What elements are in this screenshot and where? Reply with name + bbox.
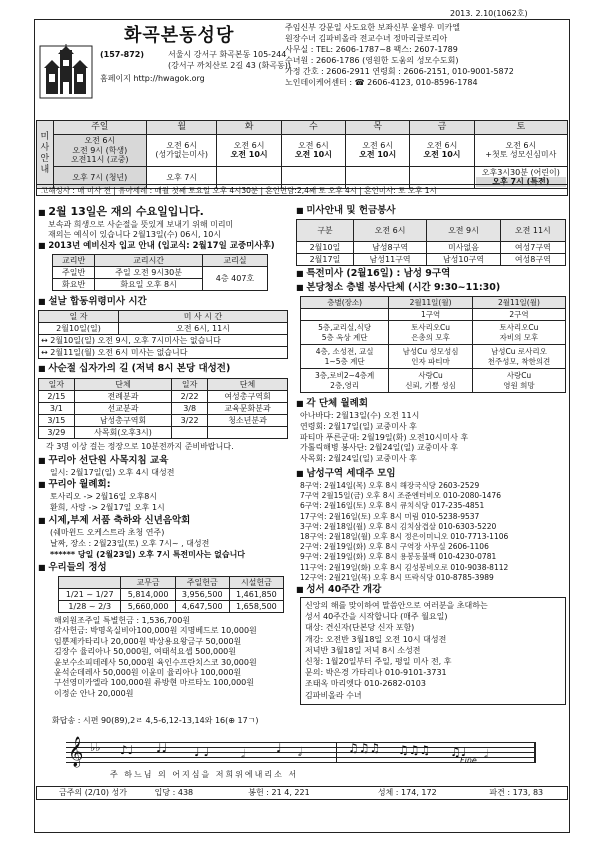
bible-line: 김파비올라 수녀: [305, 690, 362, 700]
group-meeting-line: 아나바다: 2월13일(수) 오전 11시: [300, 411, 420, 420]
treble-clef-icon: 𝄞: [68, 737, 84, 767]
catechumen-time: 주일 오전 9시30분: [95, 267, 203, 279]
music-note: ♫♫♫: [348, 741, 381, 755]
offering-cell: 1/21 ~ 1/27: [59, 589, 121, 601]
district-meeting-list: [300, 481, 508, 583]
lunar-date: 2월10일(일): [39, 323, 119, 335]
group-meetings-title: ■ 각 단체 월례회: [296, 398, 368, 409]
monday-evening-mass: 오후 7시: [146, 166, 217, 188]
offering-thanks: [54, 616, 257, 699]
sunday-mass: 오전 6시 오전 9시 (학생) 오전11시 (교중): [53, 135, 146, 167]
stations-cell: 교육문화분과: [208, 403, 288, 415]
offering-cell: 1,658,500: [229, 601, 283, 613]
music-note: ♫♫♫: [398, 743, 431, 757]
district-line: 11구역: 2월19일(화) 오후 8시 김성봉비오로 010-9038-8112: [300, 562, 509, 572]
day-header: 토: [474, 121, 567, 135]
church-address: 서울시 강서구 화곡본동 105-244: [168, 50, 287, 59]
day-header: 월: [146, 121, 217, 135]
friday-mass: 오전 6시 오전 10시: [410, 135, 474, 167]
offering-line: 해외원조주일 특별헌금 : 1,536,700원: [54, 616, 191, 625]
catechumen-title: ■ 2013년 예비신자 입교 안내 (입교식: 2월17일 교중미사후): [38, 241, 275, 251]
district-line: 3구역: 2월18일(월) 오후 8시 김치삼겹살 010-6303-5220: [300, 521, 497, 531]
catechumen-class: 주일반: [53, 267, 95, 279]
monday-mass: 오전 6시 (성가없는미사): [146, 135, 217, 167]
offering-line: 윤석순데레사 50,000원 이윤미 율리아나 100,000원: [54, 668, 242, 678]
music-note: ♩: [276, 741, 282, 755]
mass-guide-cell: 여성8구역: [500, 254, 565, 266]
wednesday-mass: 오전 6시 오전 10시: [281, 135, 345, 167]
offering-header: 주일헌금: [175, 577, 229, 589]
offering-cell: 4,647,500: [175, 601, 229, 613]
stations-cell: [208, 427, 288, 439]
catechumen-header: 교리시간: [95, 255, 203, 267]
staff-line: 수녀원 : 2606-1786 (영원한 도움의 성모수도회): [285, 56, 459, 66]
catechumen-table: [52, 254, 268, 291]
cleaning-cell: 토사리오Cu 자비의 모후: [472, 321, 565, 345]
issue-number: 2013. 2.10(1062호): [450, 9, 528, 18]
cleaning-cell: 토사리오Cu 은총의 모후: [389, 321, 473, 345]
district-meeting-title: ■ 남성구역 세대주 모임: [296, 468, 396, 479]
mass-guide-cell: 2월17일: [297, 254, 354, 266]
cleaning-cell: 5층,교리실,식당 5층 옥상 계단: [301, 321, 389, 345]
staff-line: 원장수녀 김파비올라 전교수녀 정마리글로리아: [285, 34, 448, 44]
district-line: 7구역 2월15일(금) 오후 8시 조준엔터비오 010-2080-1476: [300, 491, 501, 501]
stations-note: 각 3명 이상 걸는 정장으로 10분전까지 준비바랍니다.: [46, 442, 234, 451]
district-line: 8구역: 2월14일(목) 오후 8시 해장국식당 2603-2529: [300, 481, 480, 490]
flat-icon: ♭♭: [90, 741, 101, 754]
cleaning-cell: 3층,로비2~4층계 2층,영리: [301, 369, 389, 393]
stations-header: 일자: [172, 379, 208, 391]
curia-meeting-title: ■ 꾸리아 월례회:: [38, 479, 111, 490]
church-address-road: (강서구 까치산로 2길 43 (화곡동)): [168, 61, 291, 70]
sunday-evening-mass: 오후 7시 (청년): [53, 166, 146, 188]
cleaning-cell: 남성Cu 로사리오 천주성모, 착한의견: [472, 345, 565, 369]
concert-title: ■ 시제,부제 서품 축하와 신년음악회: [38, 515, 190, 526]
cleaning-header: 2월11일(월): [472, 297, 565, 309]
concert-line: (쉐마윈드 오케스트라 초청 연주): [50, 528, 165, 537]
staff-line: 가정 간호 : 2606-2911 연령회 : 2606-2151, 010-9001-5872: [285, 67, 514, 77]
footer-entrance: 입당 : 438: [154, 788, 194, 798]
offering-title: ■ 우리들의 정성: [38, 562, 107, 573]
mass-guide-header: 구분: [297, 220, 354, 242]
bible-study-title: ■ 성서 40주간 개강: [296, 584, 381, 595]
stations-cell: 3/22: [172, 415, 208, 427]
offering-header: [59, 577, 121, 589]
footer-dismissal: 파견 : 173, 83: [489, 788, 544, 798]
footer-offertory: 봉헌 : 21 4, 221: [248, 788, 310, 798]
bible-line: 대상: 견신자(단본당 신자 포함): [305, 623, 415, 633]
mass-guide-cell: 남성11구역: [353, 254, 426, 266]
stations-cell: 사목회(오후3시): [74, 427, 172, 439]
mass-guide-header: 오전 9시: [427, 220, 500, 242]
cleaning-cell: 사랑Cu 영원 희망: [472, 369, 565, 393]
cleaning-cell: 남성Cu 성모성심 인자 파티마: [389, 345, 473, 369]
offering-cell: 5,660,000: [121, 601, 175, 613]
mass-guide-cell: 미사없음: [427, 242, 500, 254]
catechumen-header: 교리실: [202, 255, 267, 267]
stations-cell: 3/8: [172, 403, 208, 415]
ash-wednesday-line: 재의는 예식이 있습니다 2월13일(수) 06시, 10시: [48, 230, 222, 239]
stations-cell: 전례분과: [74, 391, 172, 403]
district-line: 2구역: 2월19일(화) 오후 8시 구역장 사무실 2606-1106: [300, 542, 489, 552]
bible-line: 문의: 박은경 가타리나 010-9101-3731: [305, 668, 447, 678]
mass-schedule-table: [36, 120, 568, 189]
catechumen-class: 화요반: [53, 279, 95, 291]
lunar-newyear-table: [38, 310, 288, 359]
bible-line: 신앙의 해를 맞이하여 말씀안으로 여러분을 초대하는: [305, 601, 488, 610]
psalm-label: 화답송 : 시편 90(89),2ㄹ 4,5-6,12-13,14와 16(⊕ 17ㄱ): [52, 716, 259, 725]
day-header: 금: [410, 121, 474, 135]
stations-header: 일자: [39, 379, 75, 391]
stations-header: 단체: [208, 379, 288, 391]
stations-cell: 선교분과: [74, 403, 172, 415]
district-line: 18구역: 2월18일(월) 오후 8시 정은이미니오 010-7713-1106: [300, 532, 509, 542]
mass-guide-cell: 남성10구역: [427, 254, 500, 266]
offering-line: 감사헌금: 박명옥실비아100,000원 지명베드로 10,000원: [54, 626, 257, 636]
stations-cell: 3/15: [39, 415, 75, 427]
concert-line: 날짜, 장소 : 2월23일(토) 오후 7시~ , 대성전: [50, 539, 210, 548]
day-header: 목: [346, 121, 410, 135]
lunar-time: 오전 6시, 11시: [119, 323, 288, 335]
tuesday-mass: 오전 6시 오전 10시: [217, 135, 281, 167]
final-bar-line: [534, 742, 536, 762]
bible-line: 성서 40주간을 시작합니다 (매주 월요일): [305, 612, 448, 622]
district-line: 9구역: 2월19일(화) 오후 8시 용봉동불백 010-4230-0781: [300, 552, 497, 562]
cleaning-table: [300, 296, 566, 393]
curia-education-title: ■ 꾸리아 선단원 사목지침 교육: [38, 455, 168, 466]
lunar-header: 미 사 시 간: [119, 311, 288, 323]
mass-side-label: 미사안내: [37, 121, 54, 189]
church-zip: (157-872): [100, 50, 145, 59]
sacrament-info-line: 고해성사 : 매 미사 전 | 유아세례 : 매월 첫째 토요일 오후 4시30분 | 혼인면담:2,4째 토 오후 4시 | 혼인미사: 토 오후 1시: [36, 184, 568, 196]
church-logo: [38, 44, 94, 100]
music-note: ♪♩: [120, 743, 134, 757]
stations-cell: 2/22: [172, 391, 208, 403]
cleaning-header: 2월11일(월): [389, 297, 473, 309]
curia-meeting-line: 환희, 사랑 -> 2월17일 오후 1시: [50, 503, 165, 512]
bible-line: 조태옥 마리엣다 010-2682-0103: [305, 679, 426, 689]
offering-line: 이정순 안나 20,000원: [54, 688, 134, 698]
saturday-evening-mass: 오후3시30분 (어린이) 오후 7시 (특전): [474, 166, 567, 188]
thursday-mass: 오전 6시 오전 10시: [346, 135, 410, 167]
cleaning-sub: 1구역: [389, 309, 473, 321]
group-meetings-list: [300, 411, 468, 465]
footer-hymn-label: 금주의 (2/10) 성가: [59, 788, 127, 798]
stations-cell: [172, 427, 208, 439]
cleaning-cell: 4층, 소성전, 교실 1~5층 계단: [301, 345, 389, 369]
fine-label: Fine: [460, 756, 477, 765]
music-note: 𝅗𝅥: [241, 747, 245, 761]
music-note: ♫♩: [450, 745, 467, 759]
mass-guide-cell: 여성7구역: [500, 242, 565, 254]
stations-table: [38, 378, 288, 439]
lunar-header: 일 자: [39, 311, 119, 323]
mass-guide-header: 오전 6시: [353, 220, 426, 242]
stations-cell: 3/29: [39, 427, 75, 439]
day-header: 주일: [53, 121, 146, 135]
staff-line: 노인데이케어센터 : ☎ 2606-4123, 010-8596-1784: [285, 78, 478, 88]
offering-cell: 5,814,000: [121, 589, 175, 601]
stations-cell: 남성총구역회: [74, 415, 172, 427]
bible-line: 저녁반 3월18일 저녁 8시 소성전: [305, 645, 421, 655]
curia-education-line: 일시: 2월17일(일) 오후 4시 대성전: [50, 468, 175, 477]
offering-line: 임뿐제카타리나 20,000원 박상용요왕금구 50,000원: [54, 636, 242, 646]
offering-cell: 1/28 ~ 2/3: [59, 601, 121, 613]
music-note: 𝅗𝅥: [484, 747, 488, 761]
footer-communion: 성체 : 174, 172: [377, 788, 437, 798]
group-meeting-line: 가톨릭해병 봉사단: 2월24일(일) 교중미사 후: [300, 443, 459, 453]
concert-notice: ****** 당일 (2월23일) 오후 7시 특전미사는 없습니다: [50, 550, 246, 559]
bible-line: 개강: 오전반 3월18일 오전 10시 대성전: [305, 634, 447, 644]
district-line: 6구역: 2월16일(토) 오후 8시 큐치식당 017-235-4851: [300, 501, 485, 511]
ash-wednesday-title: ■ 2월 13일은 재의 수요일입니다.: [38, 205, 204, 218]
mass-guide-title: ■ 미사안내 및 헌금봉사: [296, 205, 396, 216]
lunar-note: ↔ 2월10일(일) 오전 9시, 오후 7시미사는 없습니다: [39, 335, 288, 347]
mass-guide-cell: 2월10일: [297, 242, 354, 254]
group-meeting-line: 파티마 푸른군대: 2월19일(화) 오전10시미사 후: [300, 432, 469, 442]
offering-line: 김장수 율리아나 50,000원, 여태석요셉 500,000원: [54, 647, 236, 657]
cleaning-header: 층별(장소): [301, 297, 389, 309]
cleaning-title: ■ 본당청소 층별 봉사단체 (시간 9:30~11:30): [296, 282, 500, 293]
catechumen-header: 교리반: [53, 255, 95, 267]
stations-cell: 3/1: [39, 403, 75, 415]
church-name: 화곡본동성당: [124, 25, 235, 46]
catechumen-time: 화요일 오후 8시: [95, 279, 203, 291]
stations-header: 단체: [74, 379, 172, 391]
psalm-lyric: 주 하느님 의 어지심을 저희위에내리소 서: [110, 770, 299, 779]
weekly-hymns-footer: [36, 786, 568, 800]
staff-line: [66, 742, 536, 743]
ash-wednesday-line: 보속과 희생으로 사순절을 뜻있게 보내기 위해 미리미: [48, 220, 234, 229]
district-line: 12구역: 2월21일(목) 오후 8시 뜨락식당 010-8785-3989: [300, 572, 494, 582]
stations-cell: 청소년분과: [208, 415, 288, 427]
offering-line: 윤보수소피데레사 50,000원 육인수프란치스코 30,000원: [54, 657, 257, 667]
staff-line: 사무실 : TEL: 2606-1787~8 팩스: 2607-1789: [285, 45, 458, 55]
day-header: 화: [217, 121, 281, 135]
saturday-mass: 오전 6시 +첫토 성모신심미사: [474, 135, 567, 167]
offering-table: [58, 576, 284, 613]
offering-line: 구선영미카엘라 100,000원 류방현 마르타노 100,000원: [54, 678, 254, 688]
church-website[interactable]: 홈페이지 http://hwagok.org: [100, 74, 205, 83]
lunar-newyear-title: ■ 설날 합동위령미사 시간: [38, 296, 147, 307]
bible-study-box: [300, 597, 566, 705]
group-meeting-line: 연령회: 2월17일(일) 교중미사 후: [300, 421, 417, 431]
offering-cell: 1,461,850: [229, 589, 283, 601]
stations-cell: 여성총구역회: [208, 391, 288, 403]
music-note: ♩ ♩: [194, 745, 210, 759]
staff-line: 주임신부 강문일 사도요한 보좌신부 윤병우 미카엘: [285, 23, 461, 32]
vigil-mass-title: ■ 특전미사 (2월16일) : 남성 9구역: [296, 268, 450, 279]
offering-cell: 3,956,500: [175, 589, 229, 601]
bar-line: [336, 742, 337, 762]
offering-header: 교무금: [121, 577, 175, 589]
lunar-note: ↔ 2월11일(월) 오전 6시 미사는 없습니다: [39, 347, 288, 359]
staff-info: [285, 22, 568, 89]
cleaning-sub: [301, 309, 389, 321]
group-meeting-line: 사목회: 2월24일(일) 교중미사 후: [300, 454, 417, 464]
mass-guide-table: [296, 219, 566, 266]
bible-line: 신청: 1월20일부터 주일, 평일 미사 전, 후: [305, 657, 452, 667]
music-note: ♩♩: [156, 741, 168, 755]
cleaning-cell: 사랑Cu 신뢰, 기쁨 성심: [389, 369, 473, 393]
music-note: 𝅗𝅥: [298, 745, 302, 759]
stations-cell: 2/15: [39, 391, 75, 403]
stations-title: ■ 사순절 십자가의 길 (저녁 8시 본당 대성전): [38, 363, 230, 374]
district-line: 17구역: 2월16일(토) 오후 8시 미림 010-5238-9537: [300, 511, 480, 521]
cleaning-sub: 2구역: [472, 309, 565, 321]
offering-header: 시설헌금: [229, 577, 283, 589]
mass-guide-header: 오전 11시: [500, 220, 565, 242]
catechumen-room: 4층 407호: [202, 267, 267, 291]
day-header: 수: [281, 121, 345, 135]
mass-guide-cell: 남성8구역: [353, 242, 426, 254]
curia-meeting-line: 토사리오 -> 2월16일 오후8시: [50, 492, 158, 501]
